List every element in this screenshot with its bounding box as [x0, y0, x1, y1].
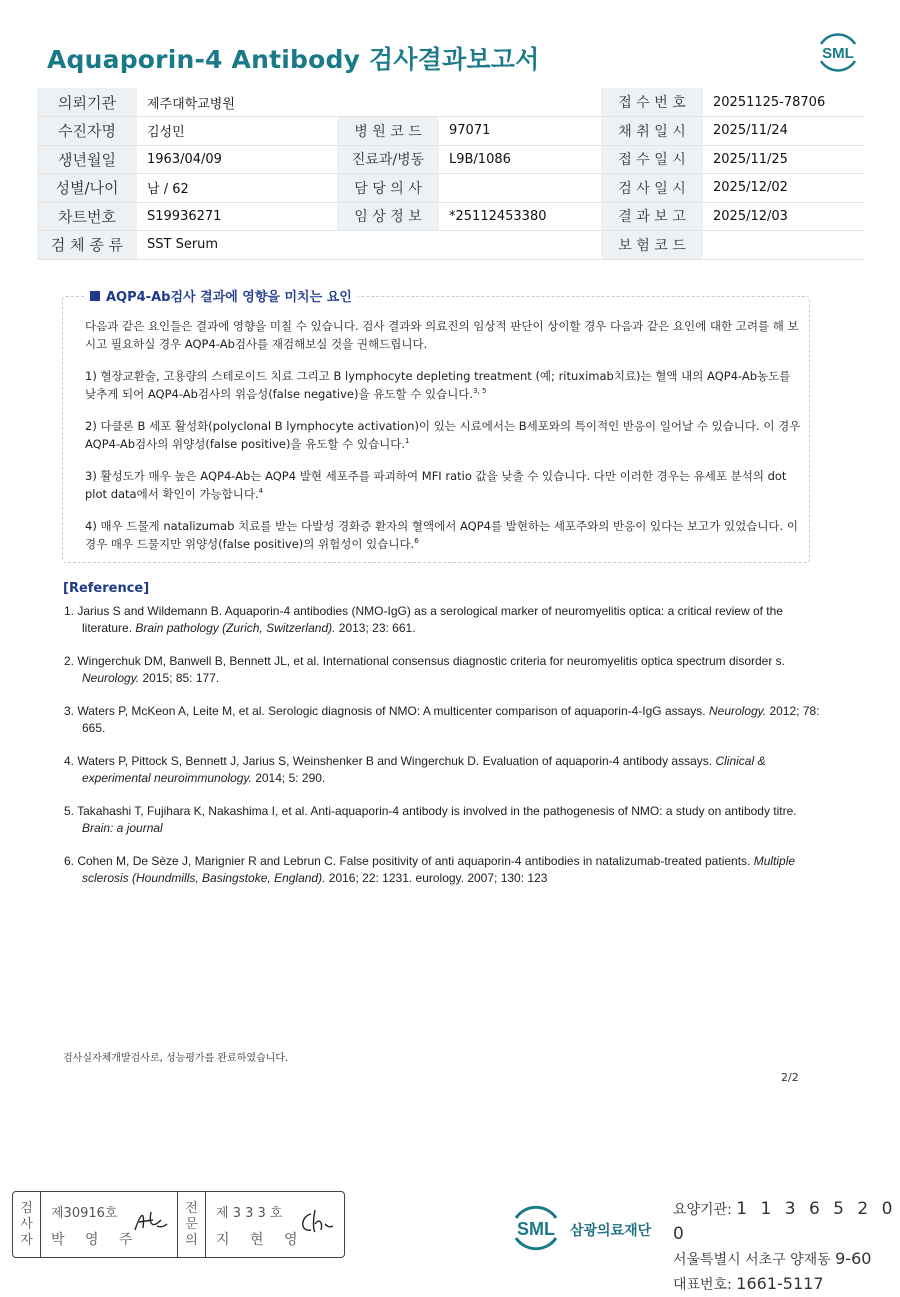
- reference-journal: Neurology.: [708, 704, 767, 718]
- info-label: 생년월일: [37, 145, 137, 174]
- institution-code: 요양기관: 1 1 3 6 5 2 0 0: [673, 1199, 897, 1244]
- reference-title: [Reference]: [63, 581, 150, 596]
- info-label: [337, 231, 439, 260]
- info-label: 검 사 일 시: [601, 174, 703, 203]
- info-row: [37, 145, 864, 174]
- logo-text: SML: [822, 45, 854, 62]
- info-label: 접 수 번 호: [601, 88, 703, 117]
- signer: [41, 1192, 178, 1257]
- info-label: 결 과 보 고: [601, 202, 703, 231]
- info-row: [37, 202, 864, 231]
- contact-info: [673, 1197, 900, 1297]
- signer-license-number: 제30916호: [51, 1206, 118, 1221]
- page-number: 2/2: [781, 1071, 799, 1084]
- sml-logo-icon: [815, 30, 861, 74]
- signer-name: 지 현 영: [216, 1232, 306, 1248]
- signer: [206, 1192, 343, 1257]
- reference-text: 3. Waters P, McKeon A, Leite M, et al. Serologic diagnosis of NMO: A multicenter comparison of aquaporin-4-IgG assays.: [64, 704, 709, 718]
- info-row: [37, 174, 864, 203]
- info-value: 20251125-78706: [703, 88, 864, 117]
- info-value: [703, 231, 864, 260]
- info-label: 의뢰기관: [37, 88, 137, 117]
- signer-name: 박 영 주: [51, 1232, 141, 1248]
- info-value: 남 / 62: [137, 174, 337, 203]
- reference-item: [64, 653, 824, 687]
- factor-item: [85, 467, 805, 503]
- info-label: 임 상 정 보: [337, 202, 439, 231]
- address: 서울특별시 서초구 양재동 9-60: [673, 1249, 872, 1268]
- info-value: 제주대학교병원: [137, 88, 337, 117]
- factor-item-ref: 3, 5: [473, 387, 487, 396]
- signer-license-number: 제 3 3 3 호: [216, 1206, 283, 1221]
- reference-tail: 2016; 22: 1231. eurology. 2007; 130: 123: [325, 871, 548, 885]
- info-row: [37, 231, 864, 260]
- reference-item: [64, 753, 824, 787]
- foundation-name: 삼광의료재단: [570, 1223, 652, 1239]
- signature-box: [12, 1191, 345, 1258]
- handwritten-signature-icon: [297, 1208, 337, 1236]
- info-label: 진료과/병동: [337, 145, 439, 174]
- reference-item: [64, 703, 824, 737]
- factor-item-text: 1) 혈장교환술, 고용량의 스테로이드 치료 그리고 B lymphocyte depleting treatment (예; rituximab치료)는 혈액 내의 AQP4-Ab농도를 낮추게 되어 AQP4-Ab검사의 위음성(false negative)을 유도할 수 있습니다.: [85, 369, 791, 401]
- info-value: S19936271: [137, 202, 337, 231]
- info-value: *25112453380: [439, 202, 601, 231]
- info-value: 김성민: [137, 117, 337, 146]
- info-value: [439, 174, 601, 203]
- patient-info-table: [37, 88, 864, 260]
- info-row: [37, 88, 864, 117]
- factor-item-ref: 1: [405, 437, 410, 446]
- info-label: 수진자명: [37, 117, 137, 146]
- handwritten-signature-icon: [131, 1208, 171, 1236]
- info-value: 2025/11/25: [703, 145, 864, 174]
- reference-journal: Brain pathology (Zurich, Switzerland).: [135, 621, 336, 635]
- reference-tail: 2015; 85: 177.: [139, 671, 220, 685]
- info-value: 2025/12/03: [703, 202, 864, 231]
- factor-item-text: 3) 활성도가 매우 높은 AQP4-Ab는 AQP4 발현 세포주를 파괴하여 MFI ratio 값을 낮출 수 있습니다. 다만 이러한 경우는 유세포 분석의 dot plot data에서 확인이 가능합니다.: [85, 469, 787, 501]
- reference-text: 6. Cohen M, De Sèze J, Marignier R and Lebrun C. False positivity of anti aquaporin-4 antibodies in natalizumab-treated patients.: [64, 854, 754, 868]
- reference-text: 1. Jarius S and Wildemann B. Aquaporin-4 antibodies (NMO-IgG) as a serological marker of neuromyelitis optica: a critical review of the literature.: [64, 604, 783, 635]
- reference-tail: 2012; 78: 665.: [82, 704, 820, 735]
- factor-item-ref: 4: [258, 487, 264, 496]
- reference-tail: 2013; 23: 661.: [335, 621, 416, 635]
- signer-role-label: 검 사 자: [13, 1192, 41, 1257]
- sml-footer-logo-icon: [509, 1199, 563, 1256]
- reference-tail: 2014; 5: 290.: [251, 771, 326, 785]
- factor-item-ref: 6: [414, 537, 419, 546]
- info-value: 2025/11/24: [703, 117, 864, 146]
- reference-journal: Clinical & experimental neuroimmunology.: [82, 754, 766, 785]
- info-value: 1963/04/09: [137, 145, 337, 174]
- square-bullet-icon: [90, 291, 100, 301]
- info-value: [439, 231, 601, 260]
- info-value: [439, 88, 601, 117]
- factors-text: [85, 317, 805, 567]
- reference-journal: Neurology.: [82, 671, 140, 685]
- info-label: 담 당 의 사: [337, 174, 439, 203]
- factor-item: [85, 517, 805, 553]
- reference-text: 4. Waters P, Pittock S, Bennett J, Jarius S, Weinshenker B and Wingerchuk D. Evaluation of aquaporin-4 antibody assays.: [64, 754, 716, 768]
- reference-text: 2. Wingerchuk DM, Banwell B, Bennett JL, et al. International consensus diagnostic criteria for neuromyelitis optica spectrum disorder s.: [64, 654, 786, 668]
- reference-item: [64, 603, 824, 637]
- info-label: 검 체 종 류: [37, 231, 137, 260]
- reference-item: [64, 853, 824, 887]
- report-title: Aquaporin-4 Antibody 검사결과보고서: [47, 45, 540, 74]
- reference-list: [64, 603, 824, 903]
- info-value: 97071: [439, 117, 601, 146]
- reference-journal: Multiple sclerosis (Houndmills, Basingstoke, England).: [82, 854, 796, 885]
- info-value: SST Serum: [137, 231, 337, 260]
- signer-role-label: 전 문 의: [178, 1192, 206, 1257]
- info-label: 채 취 일 시: [601, 117, 703, 146]
- info-label: 성별/나이: [37, 174, 137, 203]
- factor-item: [85, 367, 805, 403]
- info-value: 2025/12/02: [703, 174, 864, 203]
- factor-item-text: 2) 다클론 B 세포 활성화(polyclonal B lymphocyte activation)이 있는 시료에서는 B세포와의 특이적인 반응이 일어날 수 있습니다. 이 경우 AQP4-Ab검사의 위양성(false positive)을 유도할 수 있습니다.: [85, 419, 801, 451]
- info-label: 차트번호: [37, 202, 137, 231]
- info-label: [337, 88, 439, 117]
- factor-item-text: 4) 매우 드물게 natalizumab 치료를 받는 다발성 경화증 환자의 혈액에서 AQP4를 발현하는 세포주와의 반응이 있다는 보고가 있었습니다. 이 경우 매우 드물지만 위양성(false positive)의 위험성이 있습니다.: [85, 519, 798, 551]
- reference-journal: Brain: a journal: [82, 821, 163, 835]
- reference-item: [64, 803, 824, 837]
- factor-item: [85, 417, 805, 453]
- phone: 대표번호: 1661-5117: [673, 1274, 824, 1293]
- factors-intro: 다음과 같은 요인들은 결과에 영향을 미칠 수 있습니다. 검사 결과와 의료진의 임상적 판단이 상이할 경우 다음과 같은 요인에 대한 고려를 해 보시고 필요하실 경우 AQP4-Ab검사를 재검해보실 것을 권해드립니다.: [85, 319, 799, 351]
- footer-logo-text: SML: [517, 1219, 555, 1239]
- info-label: 접 수 일 시: [601, 145, 703, 174]
- reference-text: 5. Takahashi T, Fujihara K, Nakashima I, et al. Anti-aquaporin-4 antibody is involved in the pathogenesis of NMO: a study on antibody titre.: [64, 804, 797, 818]
- info-label: 병 원 코 드: [337, 117, 439, 146]
- factors-title: AQP4-Ab검사 결과에 영향을 미치는 요인: [84, 286, 358, 305]
- info-row: [37, 117, 864, 146]
- info-value: L9B/1086: [439, 145, 601, 174]
- info-label: 보 험 코 드: [601, 231, 703, 260]
- validation-note: 검사실자체개발검사로, 성능평가를 완료하였습니다.: [63, 1053, 289, 1064]
